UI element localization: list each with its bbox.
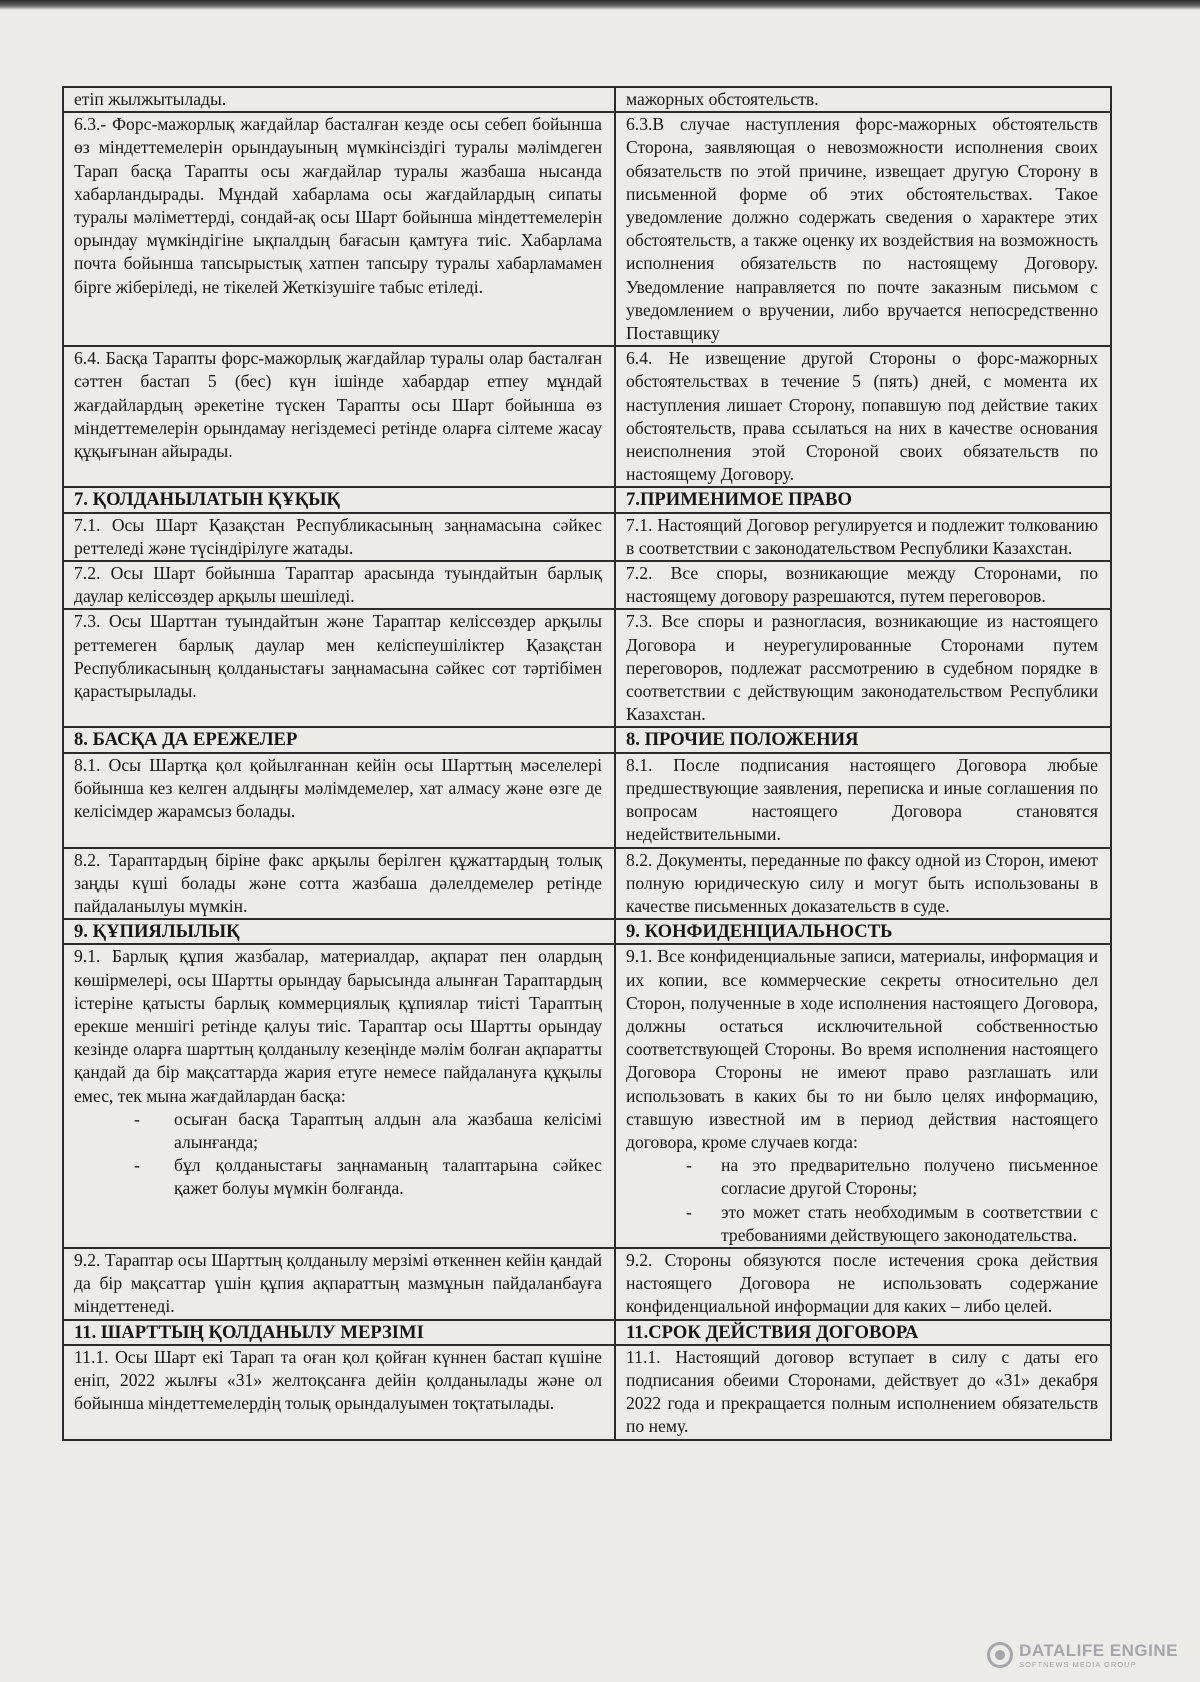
section-title: 11. ШАРТТЫҢ ҚОЛДАНЫЛУ МЕРЗІМІ [74, 1321, 424, 1343]
russian-cell [615, 1248, 1111, 1320]
list-item [74, 1154, 602, 1200]
clause-text: 7.2. Осы Шарт бойынша Тараптар арасында туындайтын барлық даулар келіссөздер арқылы шешіледі. [74, 563, 602, 607]
kazakh-cell [63, 1345, 615, 1440]
kazakh-cell [63, 753, 615, 848]
table-row [63, 1248, 1111, 1320]
table-row [63, 753, 1111, 848]
table-row [63, 1345, 1111, 1440]
clause-text: 8.1. Осы Шартқа қол қойылғаннан кейін осы Шарттың мәселелері бойынша кез келген алдыңғы мәлімдемелер, хат алмасу және өзге де келісімдер жарамсыз болады. [74, 754, 602, 822]
list-item [626, 1154, 1098, 1200]
watermark-name: DATALIFE ENGINE [1019, 1640, 1178, 1660]
section-title: 9. ҚҰПИЯЛЫЛЫҚ [74, 921, 240, 943]
dash-marker: - [134, 1108, 140, 1129]
russian-cell [615, 609, 1111, 727]
kazakh-cell [63, 513, 615, 561]
russian-cell [615, 87, 1111, 112]
exception-list [74, 1108, 602, 1201]
clause-text: 8.1. После подписания настоящего Договора любые предшествующие заявления, переписка и иные соглашения по вопросам настоящего Договора становятся недействительными. [626, 754, 1098, 845]
kazakh-cell [63, 1248, 615, 1320]
list-item-text: осыған басқа Тараптың алдын ала жазбаша келісімі алынғанда; [174, 1108, 602, 1152]
section-title: 7.ПРИМЕНИМОЕ ПРАВО [626, 489, 852, 511]
table-row [63, 346, 1111, 487]
list-item [74, 1108, 602, 1154]
clause-text: 7.3. Все споры и разногласия, возникающие из настоящего Договора и неурегулированные Сторонами путем переговоров, подлежат рассмотрению в судебном порядке в соответствии с действующим законодательством Республики Казахстан. [626, 611, 1098, 725]
kazakh-cell [63, 609, 615, 727]
clause-text: 6.3.В случае наступления форс-мажорных обстоятельств Сторона, заявляющая о невозможности исполнения своих обязательств по этой причине, извещает другую Сторону в письменной форме об этих обстоятельствах. Такое уведомление должно содержать сведения о характере этих обстоятельств, а также оценку их воздействия на возможность исполнения обязательств по настоящему Договору. Уведомление направляется по почте заказным письмом с уведомлением о вручении, либо вручается непосредственно Поставщику [626, 114, 1098, 344]
clause-text: 11.1. Настоящий договор вступает в силу с даты его подписания обеими Сторонами, действует до «31» декабря 2022 года и прекращается полным исполнением обязательств по нему. [626, 1346, 1098, 1437]
table-row [63, 112, 1111, 346]
clause-text: 9.2. Тараптар осы Шарттың қолданылу мерзімі өткеннен кейін қандай да бір мақсаттар үшін құпия ақпараттың мазмұнын пайдаланбауға міндеттенеді. [74, 1249, 602, 1317]
russian-section-title [615, 487, 1111, 512]
section-header-row [63, 727, 1111, 752]
russian-section-title [615, 1320, 1111, 1345]
list-item-text: на это предварительно получено письменное согласие другой Стороны; [721, 1155, 1098, 1199]
section-header-row [63, 919, 1111, 944]
russian-cell [615, 346, 1111, 487]
watermark-text [1019, 1642, 1178, 1669]
table-row [63, 609, 1111, 727]
list-item-text: бұл қолданыстағы заңнаманың талаптарына сәйкес қажет болуы мүмкін болғанда. [174, 1155, 602, 1199]
kazakh-cell [63, 112, 615, 346]
section-title: 11.СРОК ДЕЙСТВИЯ ДОГОВОРА [626, 1321, 919, 1343]
clause-text: 9.1. Все конфиденциальные записи, материалы, информация и их копии, все коммерческие секреты относительно дел Сторон, полученные в ходе исполнения настоящего Договора, должны остаться исключительной собственностью соответствующей Стороны. Во время исполнения настоящего Договора Стороны не имеют право разглашать или использовать в каких бы то ни было целях информацию, ставшую известной им в период действия настоящего договора, кроме случаев когда: [626, 946, 1098, 1152]
kazakh-section-title [63, 727, 615, 752]
russian-cell [615, 513, 1111, 561]
clause-text: 6.3.- Форс-мажорлық жағдайлар басталған кезде осы себеп бойынша өз міндеттемелерін орындауының мүмкінсіздігі туралы мәлімдеген Тарап басқа Тарапты осы жағдайлар туралы жазбаша нысанда хабарландырады. Мұндай хабарлама осы жағдайлардың сипаты туралы мәліметтерді, сондай-ақ осы Шарт бойынша міндеттемелерін орындау мүмкіндігіне ықпалдың бағасын қамтуға тиіс. Хабарлама почта бойынша тапсырыстық хатпен тапсыру туралы хабарламамен бірге жіберіледі, не тікелей Жеткізушіге табыс етіледі. [74, 114, 602, 297]
kazakh-section-title [63, 919, 615, 944]
kazakh-section-title [63, 1320, 615, 1345]
section-title: 8. ПРОЧИЕ ПОЛОЖЕНИЯ [626, 729, 859, 751]
scan-top-edge [0, 0, 1200, 10]
clause-text: 6.4. Басқа Тарапты форс-мажорлық жағдайлар туралы олар басталған сәттен бастап 5 (бес) күн ішінде хабардар етпеу мұндай жағдайлардың әрекетіне түскен Тарапты осы Шарт бойынша өз міндеттемелерін орындамау негіздемесі ретінде оларға сілтеме жасау құқығынан айырады. [74, 348, 602, 462]
table-row [63, 87, 1111, 112]
clause-text: 6.4. Не извещение другой Стороны о форс-мажорных обстоятельствах в течение 5 (пять) дней, с момента их наступления лишает Сторону, попавшую под действие таких обстоятельств, права ссылаться на них в качестве основания неисполнения этой Стороной своих обязательств по настоящему Договору. [626, 348, 1098, 485]
clause-text: 7.1. Осы Шарт Қазақстан Республикасының заңнамасына сәйкес реттеледі және түсіндірілуге жатады. [74, 514, 602, 558]
russian-section-title [615, 727, 1111, 752]
clause-text: 8.2. Тараптардың біріне факс арқылы берілген құжаттардың толық заңды күші болады және сотта жазбаша дәлелдемелер ретінде пайдаланылуы мүмкін. [74, 849, 602, 916]
russian-cell [615, 561, 1111, 609]
russian-cell [615, 112, 1111, 346]
table-row [63, 513, 1111, 561]
dash-marker: - [686, 1155, 692, 1176]
section-title: 7. ҚОЛДАНЫЛАТЫН ҚҰҚЫҚ [74, 489, 340, 511]
cell-text: етіп жылжытылады. [74, 89, 227, 109]
section-header-row [63, 487, 1111, 512]
russian-cell [615, 1345, 1111, 1440]
section-title: 9. КОНФИДЕНЦИАЛЬНОСТЬ [626, 921, 893, 943]
table-row [63, 848, 1111, 920]
dash-marker: - [686, 1201, 692, 1222]
contract-table [62, 86, 1112, 1441]
kazakh-cell [63, 346, 615, 487]
russian-section-title [615, 919, 1111, 944]
datalife-logo-icon [987, 1642, 1013, 1668]
list-item [626, 1201, 1098, 1247]
datalife-engine-watermark [987, 1642, 1178, 1669]
kazakh-cell [63, 561, 615, 609]
cell-text: мажорных обстоятельств. [626, 89, 819, 109]
russian-cell [615, 944, 1111, 1248]
table-row [63, 944, 1111, 1248]
kazakh-cell [63, 848, 615, 920]
clause-text: 9.1. Барлық құпия жазбалар, материалдар, ақпарат пен олардың көшірмелері, осы Шартты орындау барысында алынған Тараптардың істеріне қатысты барлық коммерциялық құпиялар тиісті Тараптың ерекше меншігі ретінде қалуы тиіс. Тараптар осы Шартты орындау кезінде оларға шарттың қолданылу кезеңінде мәлім болған ақпаратты қандай да бір мақсаттарда жария етуге немесе пайдалануға құқылы емес, тек мына жағдайлардан басқа: [74, 946, 602, 1106]
section-header-row [63, 1320, 1111, 1345]
clause-text: 8.2. Документы, переданные по факсу одной из Сторон, имеют полную юридическую силу и могут быть использованы в качестве письменных доказательств в суде. [626, 849, 1098, 916]
clause-text: 11.1. Осы Шарт екі Тарап та оған қол қойған күннен бастап күшіне еніп, 2022 жылғы «31» желтоқсанға дейін қолданылады және ол бойынша міндеттемелердің толық орындалуымен тоқтатылады. [74, 1346, 602, 1414]
watermark-subtitle: SOFTNEWS MEDIA GROUP [1019, 1659, 1137, 1669]
kazakh-cell [63, 944, 615, 1248]
dash-marker: - [134, 1155, 140, 1176]
clause-text: 7.2. Все споры, возникающие между Сторонами, по настоящему договору разрешаются, путем переговоров. [626, 563, 1098, 607]
russian-cell [615, 848, 1111, 920]
kazakh-cell [63, 87, 615, 112]
section-title: 8. БАСҚА ДА ЕРЕЖЕЛЕР [74, 729, 298, 751]
clause-text: 9.2. Стороны обязуются после истечения срока действия настоящего Договора не использовать содержание конфиденциальной информации для каких – либо целей. [626, 1249, 1098, 1317]
clause-text: 7.1. Настоящий Договор регулируется и подлежит толкованию в соответствии с законодательством Республики Казахстан. [626, 514, 1098, 558]
russian-cell [615, 753, 1111, 848]
list-item-text: это может стать необходимым в соответствии с требованиями действующего законодательства. [721, 1201, 1098, 1245]
exception-list [626, 1154, 1098, 1247]
kazakh-section-title [63, 487, 615, 512]
clause-text: 7.3. Осы Шарттан туындайтын және Тараптар келіссөздер арқылы реттемеген барлық даулар мен келіспеушіліктер Қазақстан Республикасының қолданыстағы заңнамасына сәйкес сот тәртібімен қарастырылады. [74, 611, 602, 702]
table-row [63, 561, 1111, 609]
